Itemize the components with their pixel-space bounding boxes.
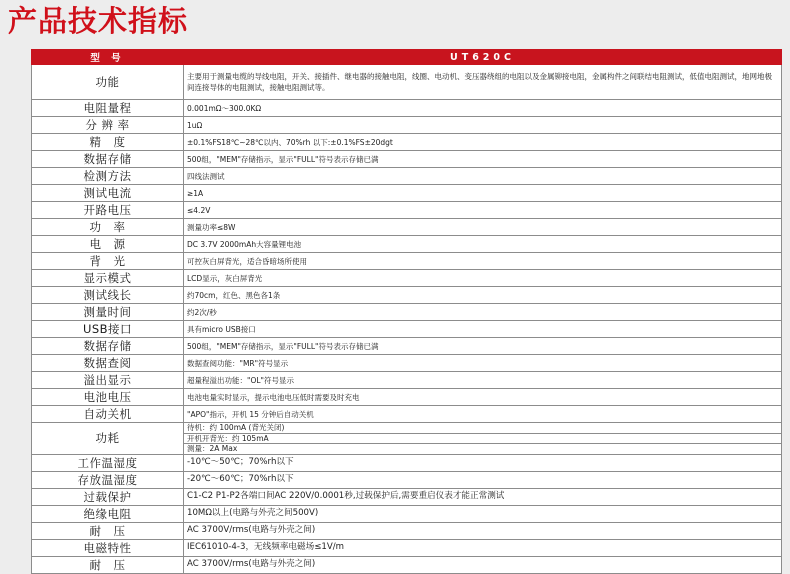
row-value: 500组，"MEM"存储指示，显示"FULL"符号表示存储已满 bbox=[184, 151, 782, 168]
row-label: 数据查阅 bbox=[32, 355, 184, 372]
row-value: 0.001mΩ～300.0KΩ bbox=[184, 100, 782, 117]
row-label: 耐 压 bbox=[32, 556, 184, 573]
row-value: 电池电量实时显示，提示电池电压低时需要及时充电 bbox=[184, 389, 782, 406]
table-row bbox=[32, 389, 782, 406]
row-label: 绝缘电阻 bbox=[32, 505, 184, 522]
row-value: 约2次/秒 bbox=[184, 304, 782, 321]
row-label: 工作温湿度 bbox=[32, 454, 184, 471]
row-value: 超量程溢出功能："OL"符号显示 bbox=[184, 372, 782, 389]
row-label: 开路电压 bbox=[32, 202, 184, 219]
row-value: 10MΩ以上(电路与外壳之间500V) bbox=[184, 505, 782, 522]
table-row bbox=[32, 168, 782, 185]
row-value: 四线法测试 bbox=[184, 168, 782, 185]
table-row bbox=[32, 100, 782, 117]
table-row bbox=[32, 236, 782, 253]
table-row bbox=[32, 151, 782, 168]
row-value: DC 3.7V 2000mAh大容量锂电池 bbox=[184, 236, 782, 253]
row-value: 可控灰白屏背光，适合昏暗场所使用 bbox=[184, 253, 782, 270]
row-label: 分 辨 率 bbox=[32, 117, 184, 134]
row-value: 测量功率≤8W bbox=[184, 219, 782, 236]
table-header-row bbox=[32, 50, 782, 65]
power-measure: 测量：2A Max bbox=[184, 443, 781, 454]
row-label: 背 光 bbox=[32, 253, 184, 270]
row-value: AC 3700V/rms(电路与外壳之间) bbox=[184, 522, 782, 539]
row-label: 测试电流 bbox=[32, 185, 184, 202]
row-value: ≤4.2V bbox=[184, 202, 782, 219]
table-row bbox=[32, 406, 782, 423]
row-label: 耐 压 bbox=[32, 522, 184, 539]
row-value: ≥1A bbox=[184, 185, 782, 202]
table-row bbox=[32, 185, 782, 202]
row-value: 具有micro USB接口 bbox=[184, 321, 782, 338]
row-value: 约70cm，红色、黑色各1条 bbox=[184, 287, 782, 304]
row-label: USB接口 bbox=[32, 321, 184, 338]
row-value-power bbox=[184, 423, 782, 455]
row-label: 测试线长 bbox=[32, 287, 184, 304]
table-row bbox=[32, 287, 782, 304]
row-value: 数据查阅功能："MR"符号显示 bbox=[184, 355, 782, 372]
table-row bbox=[32, 253, 782, 270]
page-title: 产品技术指标 bbox=[8, 4, 189, 38]
row-label: 自动关机 bbox=[32, 406, 184, 423]
row-label: 过载保护 bbox=[32, 488, 184, 505]
table-row bbox=[32, 488, 782, 505]
table-row bbox=[32, 372, 782, 389]
table-row bbox=[32, 355, 782, 372]
table-row bbox=[32, 270, 782, 287]
power-standby: 待机：约 100mA (背光关闭) bbox=[187, 423, 285, 432]
row-value: IEC61010-4-3，无线频率电磁场≤1V/m bbox=[184, 539, 782, 556]
row-label: 溢出显示 bbox=[32, 372, 184, 389]
table-row bbox=[32, 219, 782, 236]
row-value: "APO"指示，开机 15 分钟后自动关机 bbox=[184, 406, 782, 423]
row-value: LCD显示，灰白屏背光 bbox=[184, 270, 782, 287]
row-value: AC 3700V/rms(电路与外壳之间) bbox=[184, 556, 782, 573]
row-value: -20℃～60℃；70%rh以下 bbox=[184, 471, 782, 488]
table-row bbox=[32, 539, 782, 556]
row-label: 功 率 bbox=[32, 219, 184, 236]
header-model-label: 型 号 bbox=[32, 50, 184, 65]
table-row bbox=[32, 65, 782, 100]
row-label: 数据存储 bbox=[32, 338, 184, 355]
table-row bbox=[32, 117, 782, 134]
row-label: 显示模式 bbox=[32, 270, 184, 287]
row-label: 测量时间 bbox=[32, 304, 184, 321]
table-row bbox=[32, 471, 782, 488]
row-value: 主要用于测量电缆的导线电阻，开关、接插件、继电器的接触电阻，线圈、电动机、变压器绕组的电阻以及金属铆接电阻，金属构件之间联结电阻测试，低值电阻测试，地网地极间连接导体的电阻测试，接触电阻测试等。 bbox=[184, 65, 782, 100]
row-label: 功能 bbox=[32, 65, 184, 100]
row-value: ±0.1%FS18℃~28℃以内、70%rh 以下:±0.1%FS±20dgt bbox=[184, 134, 782, 151]
row-value: -10℃～50℃；70%rh以下 bbox=[184, 454, 782, 471]
table-row bbox=[32, 556, 782, 573]
table-row-power bbox=[32, 423, 782, 455]
row-value: 500组，"MEM"存储指示，显示"FULL"符号表示存储已满 bbox=[184, 338, 782, 355]
spec-table bbox=[31, 49, 782, 574]
table-row bbox=[32, 134, 782, 151]
table-row bbox=[32, 454, 782, 471]
row-label: 电磁特性 bbox=[32, 539, 184, 556]
row-label: 精 度 bbox=[32, 134, 184, 151]
table-row bbox=[32, 505, 782, 522]
row-value: C1-C2 P1-P2各端口间AC 220V/0.0001秒,过载保护后,需要重启仪表才能正常测试 bbox=[184, 488, 782, 505]
table-row bbox=[32, 321, 782, 338]
table-row bbox=[32, 202, 782, 219]
header-model-name: UT620C bbox=[184, 50, 782, 65]
row-label: 检测方法 bbox=[32, 168, 184, 185]
row-label: 电阻量程 bbox=[32, 100, 184, 117]
row-label: 存放温湿度 bbox=[32, 471, 184, 488]
table-row bbox=[32, 338, 782, 355]
row-label: 数据存储 bbox=[32, 151, 184, 168]
table-row bbox=[32, 304, 782, 321]
row-value: 1uΩ bbox=[184, 117, 782, 134]
row-label: 电 源 bbox=[32, 236, 184, 253]
row-label: 电池电压 bbox=[32, 389, 184, 406]
power-backlight: 开机开背光：约 105mA bbox=[184, 433, 781, 444]
table-row bbox=[32, 522, 782, 539]
row-label: 功耗 bbox=[32, 423, 184, 455]
